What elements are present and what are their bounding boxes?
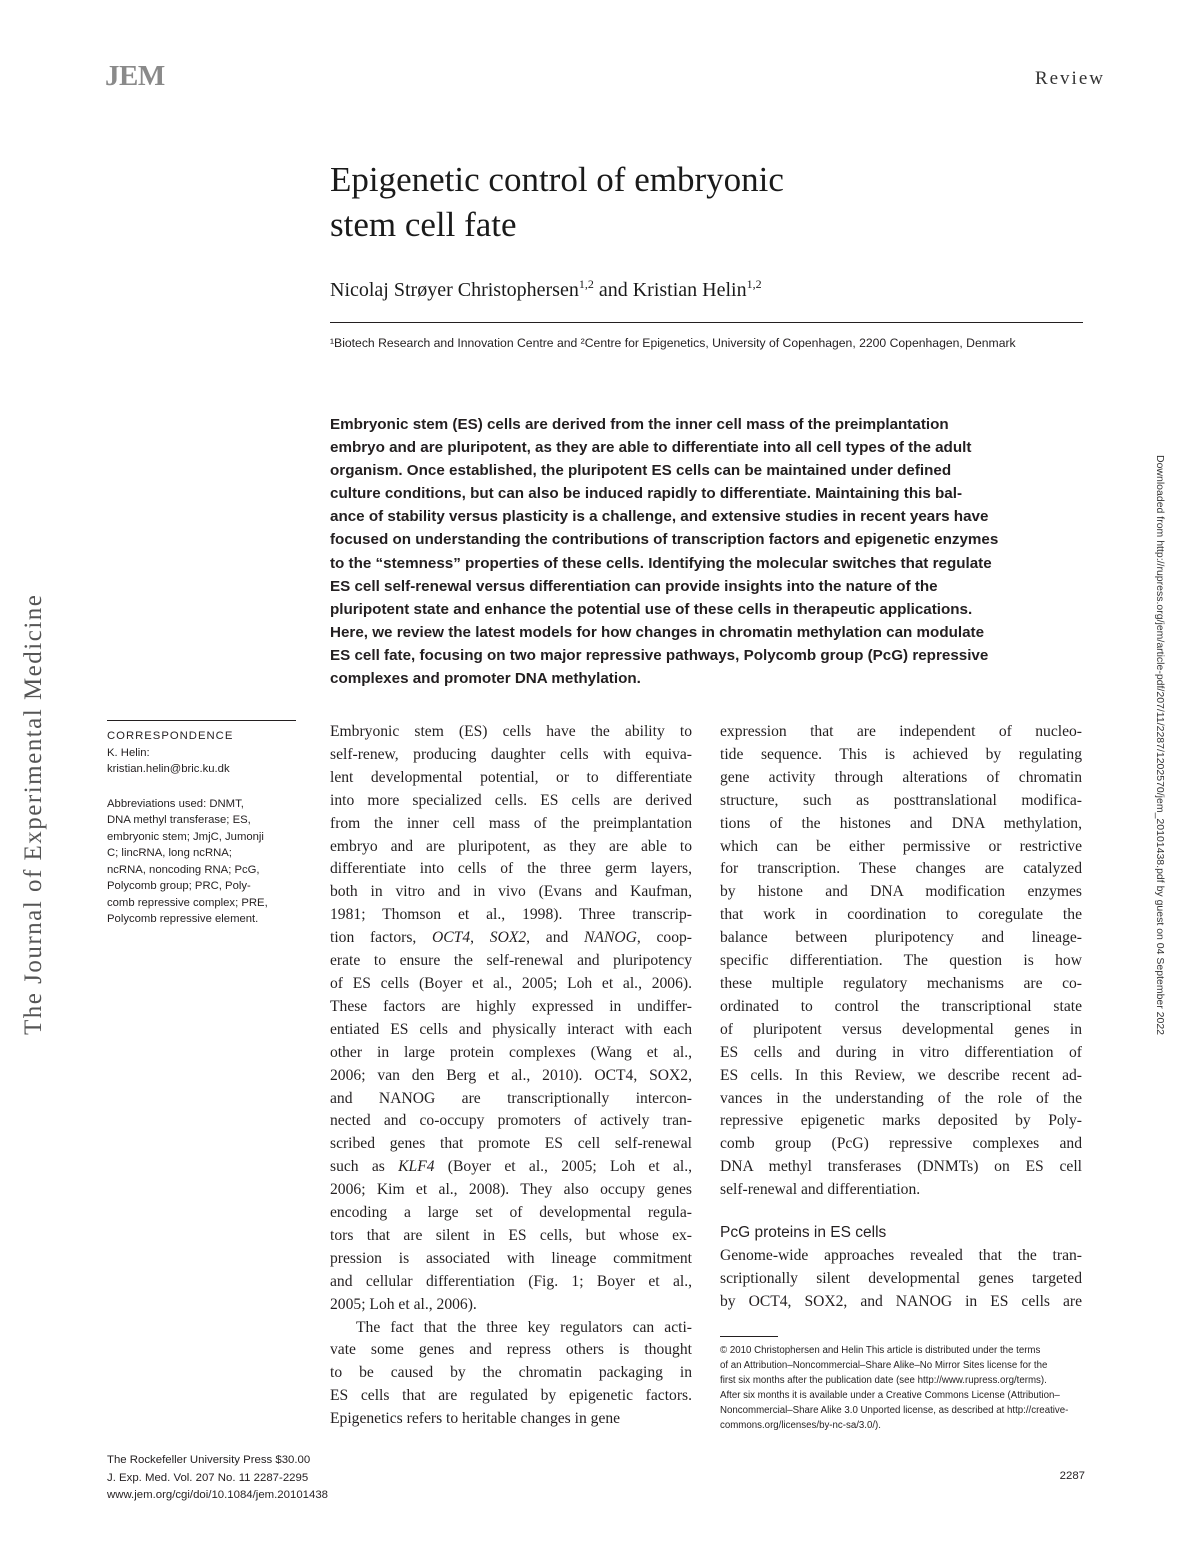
license-line: commons.org/licenses/by-nc-sa/3.0/). — [720, 1419, 881, 1431]
correspondence-sidebar — [107, 728, 302, 928]
license-note — [720, 1344, 1085, 1433]
body-line: These factors are highly expressed in undiffer- — [330, 997, 692, 1015]
body-line: which can be either permissive or restrictive — [720, 837, 1082, 855]
body-line: 1981; Thomson et al., 1998). Three transcrip- — [330, 906, 692, 924]
body-line: self-renew, producing daughter cells with equiva- — [330, 745, 692, 763]
correspondence-divider — [107, 720, 296, 721]
abstract-line: to the “stemness” properties of these cells. Identifying the molecular switches that regulate — [330, 554, 992, 572]
body-line: expression that are independent of nucleo- — [720, 723, 1082, 740]
abbreviations-line: comb repressive complex; PRE, — [107, 896, 268, 909]
affiliation: ¹Biotech Research and Innovation Centre and ²Centre for Epigenetics, University of Copenhagen, 2200 Copenhagen, Denmark — [330, 336, 1016, 350]
body-line: The fact that the three key regulators can acti- — [356, 1318, 692, 1336]
journal-logo: JEM — [105, 60, 165, 92]
body-line: Embryonic stem (ES) cells have the ability to — [330, 723, 692, 740]
body-line: lent developmental potential, or to differentiate — [330, 768, 692, 786]
body-line: for transcription. These changes are catalyzed — [720, 860, 1082, 878]
body-line: tide sequence. This is achieved by regulating — [720, 745, 1082, 763]
body-line: and NANOG are transcriptionally intercon- — [330, 1089, 692, 1107]
body-line: comb group (PcG) repressive complexes and — [720, 1135, 1082, 1153]
body-column-left — [330, 721, 692, 1431]
abbreviations-line: ncRNA, noncoding RNA; PcG, — [107, 863, 260, 876]
body-paragraph — [330, 1317, 692, 1432]
author-name: Kristian Helin — [632, 279, 747, 301]
body-line: by OCT4, SOX2, and NANOG in ES cells are — [720, 1292, 1082, 1310]
body-line: ES cells and during in vitro differentiation of — [720, 1043, 1082, 1061]
author-affiliation-mark: 1,2 — [578, 277, 594, 291]
footer-citation: J. Exp. Med. Vol. 207 No. 11 2287-2295 — [107, 1471, 309, 1484]
body-line: repressive epigenetic marks deposited by Poly- — [720, 1112, 1082, 1130]
body-line: other in large protein complexes (Wang et al., — [330, 1043, 692, 1061]
abbreviations-line: Polycomb group; PRC, Poly- — [107, 880, 251, 892]
abbreviations-line: Polycomb repressive element. — [107, 913, 259, 925]
abstract — [330, 413, 1085, 690]
abstract-line: ES cell fate, focusing on two major repressive pathways, Polycomb group (PcG) repressive — [330, 646, 989, 664]
side-journal-name: The Journal of Experimental Medicine — [20, 593, 47, 1035]
footer-doi-link[interactable]: www.jem.org/cgi/doi/10.1084/jem.20101438 — [107, 1489, 328, 1501]
body-line: erate to ensure the self-renewal and pluripotency — [330, 952, 692, 970]
abbreviations-line: DNA methyl transferase; ES, — [107, 814, 251, 826]
page-footer — [107, 1452, 407, 1505]
correspondence-email[interactable]: kristian.helin@bric.ku.dk — [107, 763, 230, 775]
body-line: structure, such as posttranslational modifica- — [720, 791, 1082, 809]
body-line: both in vitro and in vivo (Evans and Kaufman, — [330, 883, 692, 901]
license-line: first six months after the publication date (see http://www.rupress.org/terms). — [720, 1374, 1047, 1386]
article-title — [330, 157, 970, 247]
body-line: into more specialized cells. ES cells are derived — [330, 791, 692, 809]
body-line: such as KLF4 (Boyer et al., 2005; Loh et al., — [330, 1158, 692, 1176]
body-line: ES cells that are regulated by epigenetic factors. — [330, 1387, 692, 1405]
body-paragraph — [330, 721, 692, 1317]
body-line: and cellular differentiation (Fig. 1; Boyer et al., — [330, 1272, 692, 1290]
body-line: scribed genes that promote ES cell self-renewal — [330, 1135, 692, 1153]
body-line: from the inner cell mass of the preimplantation — [330, 814, 692, 832]
license-line: © 2010 Christophersen and Helin This article is distributed under the terms — [720, 1345, 1041, 1356]
body-line: balance between pluripotency and lineage- — [720, 929, 1082, 947]
license-line: After six months it is available under a Creative Commons License (Attribution– — [720, 1389, 1060, 1401]
title-divider — [330, 322, 1083, 323]
body-line: these multiple regulatory mechanisms are co- — [720, 974, 1082, 992]
section-heading: PcG proteins in ES cells — [720, 1224, 887, 1242]
body-line: pression is associated with lineage commitment — [330, 1249, 692, 1267]
license-line: Noncommercial–Share Alike 3.0 Unported license, as described at http://creative- — [720, 1404, 1069, 1416]
license-divider — [720, 1336, 778, 1337]
body-line: ES cells. In this Review, we describe recent ad- — [720, 1066, 1082, 1084]
body-line: specific differentiation. The question is how — [720, 952, 1082, 970]
title-line: Epigenetic control of embryonic — [330, 160, 784, 199]
body-line: embryo and are pluripotent, as they are able to — [330, 837, 692, 855]
body-paragraph — [720, 721, 1082, 1202]
abbreviations-line: C; lincRNA, long ncRNA; — [107, 847, 232, 859]
author-name: Nicolaj Strøyer Christophersen — [330, 279, 579, 301]
body-line: by histone and DNA modification enzymes — [720, 883, 1082, 901]
body-line: 2005; Loh et al., 2006). — [330, 1295, 477, 1313]
abstract-line: pluripotent state and enhance the potential use of these cells in therapeutic applications. — [330, 600, 973, 618]
body-line: DNA methyl transferases (DNMTs) on ES cell — [720, 1158, 1082, 1176]
abstract-line: complexes and promoter DNA methylation. — [330, 670, 641, 688]
body-line: differentiate into cells of the three germ layers, — [330, 860, 692, 878]
abstract-line: ES cell self-renewal versus differentiation can provide insights into the nature of the — [330, 577, 938, 595]
body-line: gene activity through alterations of chromatin — [720, 768, 1082, 786]
download-note: Downloaded from http://rupress.org/jem/article-pdf/207/11/2287/1202570/jem_20101438.pdf by guest on 04 September 2022 — [1154, 455, 1166, 1036]
abstract-line: Embryonic stem (ES) cells are derived from the inner cell mass of the preimplantation — [330, 416, 949, 433]
author-join: and — [593, 279, 633, 301]
author-list — [330, 277, 1090, 302]
body-column-right — [720, 721, 1082, 1314]
body-line: nected and co-occupy promoters of actively tran- — [330, 1112, 692, 1130]
abbreviations-line: embryonic stem; JmjC, Jumonji — [107, 830, 264, 843]
body-line: of ES cells (Boyer et al., 2005; Loh et al., 2006). — [330, 974, 692, 992]
body-line: entiated ES cells and physically interact with each — [330, 1020, 692, 1038]
abstract-line: organism. Once established, the pluripotent ES cells can be maintained under defined — [330, 462, 952, 480]
abstract-line: Here, we review the latest models for how changes in chromatin methylation can modulate — [330, 623, 985, 641]
body-line: tors that are silent in ES cells, but whose ex- — [330, 1226, 692, 1244]
body-line: vances in the understanding of the role of the — [720, 1089, 1082, 1107]
abbreviations-line: Abbreviations used: DNMT, — [107, 797, 244, 810]
correspondence-name: K. Helin: — [107, 746, 150, 759]
author-affiliation-mark: 1,2 — [746, 277, 762, 291]
license-line: of an Attribution–Noncommercial–Share Alike–No Mirror Sites license for the — [720, 1359, 1048, 1371]
body-paragraph — [720, 1245, 1082, 1314]
body-line: of pluripotent versus developmental genes in — [720, 1020, 1082, 1038]
abstract-line: culture conditions, but can also be induced rapidly to differentiate. Maintaining this bal- — [330, 485, 963, 503]
body-line: to be caused by the chromatin packaging in — [330, 1364, 692, 1382]
correspondence-heading: CORRESPONDENCE — [107, 730, 234, 742]
page-number: 2287 — [1059, 1470, 1085, 1482]
body-line: self-renewal and differentiation. — [720, 1181, 921, 1199]
body-line: tions of the histones and DNA methylation, — [720, 814, 1082, 832]
body-line: that work in coordination to coregulate the — [720, 906, 1082, 924]
abstract-line: ance of stability versus plasticity is a challenge, and extensive studies in recent years have — [330, 508, 989, 526]
body-line: ordinated to control the transcriptional state — [720, 997, 1082, 1015]
body-line: 2006; Kim et al., 2008). They also occupy genes — [330, 1181, 692, 1199]
title-line: stem cell fate — [330, 205, 517, 244]
body-line: scriptionally silent developmental genes targeted — [720, 1269, 1082, 1287]
body-line: tion factors, OCT4, SOX2, and NANOG, coop- — [330, 929, 692, 947]
body-line: encoding a large set of developmental regula- — [330, 1204, 692, 1222]
abstract-line: embryo and are pluripotent, as they are able to differentiate into all cell types of the adult — [330, 439, 972, 457]
footer-publisher: The Rockefeller University Press $30.00 — [107, 1454, 311, 1466]
abbreviations — [107, 796, 302, 928]
body-line: 2006; van den Berg et al., 2010). OCT4, SOX2, — [330, 1066, 692, 1084]
body-line: vate some genes and repress others is thought — [330, 1341, 692, 1359]
abstract-line: focused on understanding the contributions of transcription factors and epigenetic enzymes — [330, 531, 999, 549]
body-line: Genome-wide approaches revealed that the tran- — [720, 1246, 1082, 1264]
section-label: Review — [1034, 68, 1105, 89]
body-line: Epigenetics refers to heritable changes in gene — [330, 1410, 621, 1428]
